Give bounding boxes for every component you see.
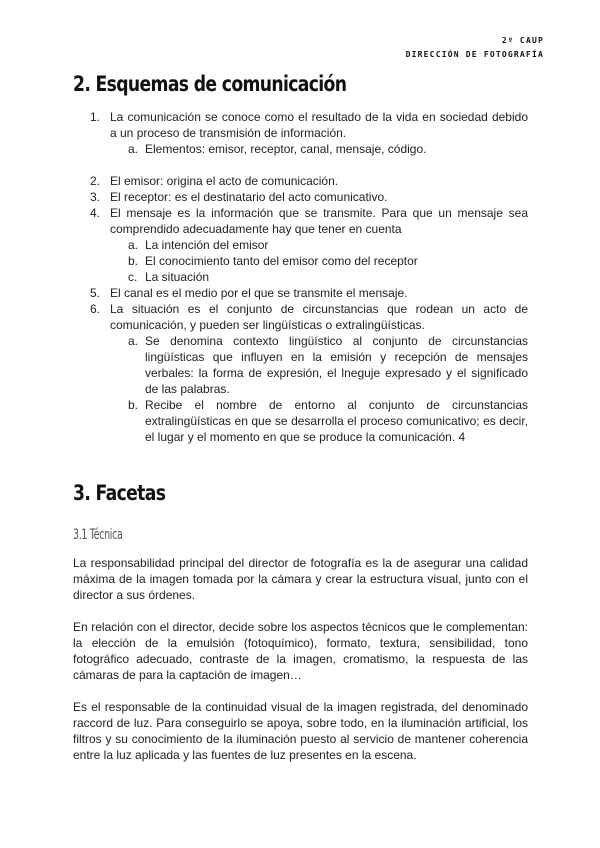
communication-list: [0, 109, 600, 445]
list-item: [0, 189, 528, 205]
sub-item-text: Elementos: emisor, receptor, canal, mensaje, código.: [145, 142, 427, 156]
sub-item-text: Se denomina contexto lingüístico al conjunto de circunstancias lingüísticas que influyen en la emisión y recepción de mensajes verbales: la forma de expresión, el lneguje expresado y el significado de las palabras.: [145, 334, 528, 396]
sub-item: [0, 269, 528, 285]
paragraph: Es el responsable de la continuidad visual de la imagen registrada, del denominado raccord de luz. Para conseguirlo se apoya, sobre todo, en la iluminación artificial, los filtros y su conocimiento de la iluminación puesto al servicio de mantener coherencia entre la luz aplicada y las fuentes de luz presentes en la escena.: [73, 700, 528, 762]
sub-item: [0, 141, 528, 157]
sub-item: [0, 253, 528, 269]
paragraph: La responsabilidad principal del director de fotografía es la de asegurar una calidad máxima de la imagen tomada por la cámara y crear la estructura visual, junto con el director a sus órdenes.: [73, 556, 528, 602]
item-number: 4.: [90, 206, 101, 220]
sub-item-text: El conocimiento tanto del emisor como del receptor: [145, 254, 418, 268]
item-number: 6.: [90, 302, 101, 316]
item-number: 2.: [90, 174, 101, 188]
item-text: La comunicación se conoce como el resultado de la vida en sociedad debido a un proceso de transmisión de información.: [110, 110, 528, 140]
list-item: [0, 205, 528, 237]
sub-item-letter: b.: [128, 254, 139, 268]
item-text: El mensaje es la información que se transmite. Para que un mensaje sea comprendido adecuadamente hay que tener en cuenta: [110, 206, 528, 236]
section-3-title: 3. Facetas: [73, 481, 166, 505]
sub-item-letter: a.: [128, 142, 139, 156]
list-item: [0, 285, 528, 301]
sub-item-letter: a.: [128, 238, 139, 252]
sub-item-text: La situación: [145, 270, 210, 284]
sub-item-letter: a.: [128, 334, 139, 348]
item-text: El receptor: es el destinatario del acto comunicativo.: [110, 190, 388, 204]
section-2-title: 2. Esquemas de comunicación: [73, 72, 347, 96]
item-text: La situación es el conjunto de circunstancias que rodean un acto de comunicación, y pueden ser lingüísticas o extralingüísticas.: [110, 302, 528, 332]
list-item: [0, 109, 528, 141]
spacer: [0, 157, 600, 173]
sub-item: [0, 397, 528, 445]
list-item: [0, 173, 528, 189]
item-text: El canal es el medio por el que se transmite el mensaje.: [110, 286, 408, 300]
page-header: [406, 34, 544, 62]
paragraph: En relación con el director, decide sobre los aspectos técnicos que le complementan: la elección de la emulsión (fotoquímico), formato, textura, sensibilidad, tono fotográfico adecuado, contraste de la imagen, cromatismo, la respuesta de las cámaras de para la captación de imagen…: [73, 620, 528, 682]
sub-item-text: Recibe el nombre de entorno al conjunto de circunstancias extralingüísticas en que se desarrolla el proceso comunicativo; es decir, el lugar y el momento en que se produce la comunicación. 4: [145, 398, 528, 444]
item-number: 3.: [90, 190, 101, 204]
item-number: 1.: [90, 110, 101, 124]
list-item: [0, 301, 528, 333]
subsection-title: 3.1 Técnica: [73, 527, 123, 543]
sub-item: [0, 333, 528, 397]
sub-item-text: La intención del emisor: [145, 238, 269, 252]
sub-item: [0, 237, 528, 253]
header-course: 2º CAUP: [501, 36, 544, 45]
sub-item-letter: b.: [128, 398, 139, 412]
item-number: 5.: [90, 286, 101, 300]
item-text: El emisor: origina el acto de comunicación.: [110, 174, 339, 188]
header-subject: DIRECCIÓN DE FOTOGRAFÍA: [405, 50, 544, 59]
sub-item-letter: c.: [128, 270, 138, 284]
